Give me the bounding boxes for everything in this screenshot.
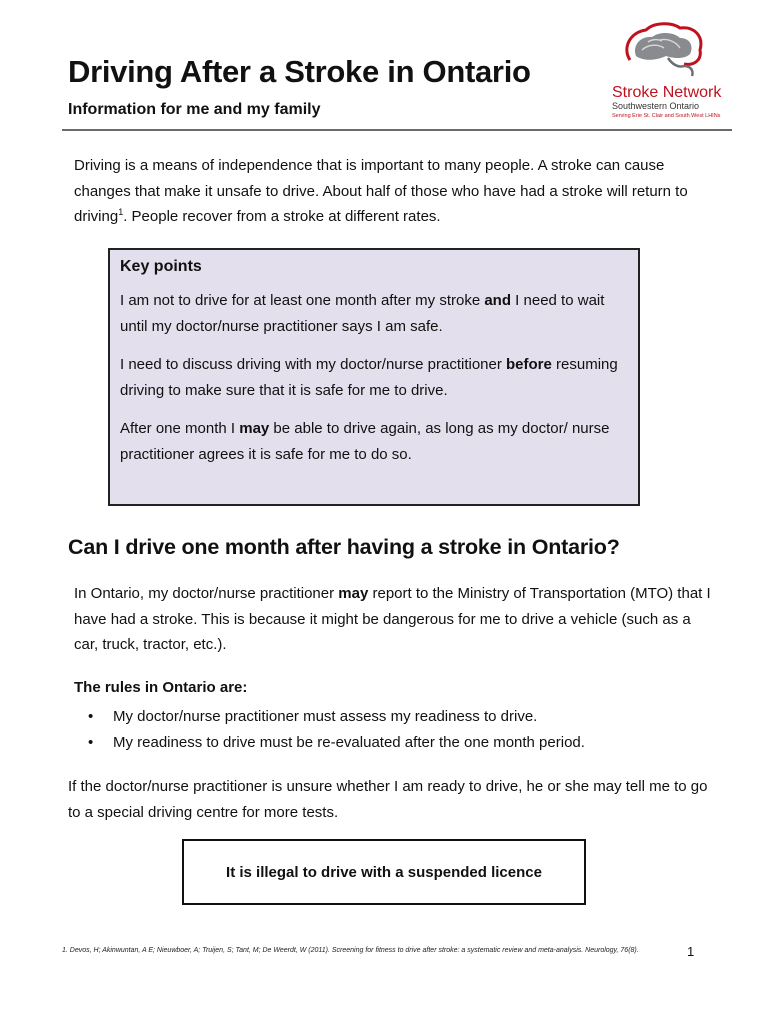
key-point-2-emphasis: before	[506, 356, 552, 373]
key-points-heading: Key points	[120, 258, 202, 275]
key-point-1	[120, 288, 628, 340]
key-point-3-text-end: be able to drive again, as long as my doctor/ nurse practitioner agrees it is safe for me to do so.	[120, 420, 610, 463]
logo-region: Southwestern Ontario	[612, 101, 700, 111]
page-subtitle: Information for me and my family	[68, 101, 321, 118]
list-item	[88, 704, 585, 730]
key-point-3	[120, 416, 628, 468]
brain-icon	[608, 20, 733, 84]
key-point-2-text-end: resuming driving to make sure that it is safe for me to drive.	[120, 356, 618, 399]
key-point-1-emphasis: and	[484, 292, 512, 309]
logo-tagline: Serving Erie St. Clair and South West LHINs	[612, 113, 721, 119]
key-point-1-text-end: I need to wait until my doctor/nurse practitioner says I am safe.	[120, 292, 605, 335]
key-point-2	[120, 352, 628, 404]
intro-text-1: Driving is a means of independence that is important to many people. A stroke can cause changes that make it unsafe to drive. About half of those who have had a stroke will return to driving	[74, 157, 688, 225]
key-point-1-text: I am not to drive for at least one month after my stroke	[120, 292, 485, 309]
mto-text: In Ontario, my doctor/nurse practitioner	[74, 585, 339, 602]
warning-box	[182, 839, 586, 905]
footnote-reference: 1	[118, 207, 124, 217]
intro-text-2: . People recover from a stroke at different rates.	[123, 208, 441, 225]
list-item	[88, 730, 585, 756]
header-divider	[62, 129, 732, 131]
driving-centre-paragraph: If the doctor/nurse practitioner is unsure whether I am ready to drive, he or she may tell me to go to a special driving centre for more tests.	[68, 778, 708, 821]
warning-text: It is illegal to drive with a suspended licence	[226, 863, 542, 881]
rule-text: My readiness to drive must be re-evaluated after the one month period.	[113, 733, 585, 751]
bullet-icon: •	[88, 733, 94, 751]
mto-emphasis: may	[338, 585, 369, 602]
footnote: 1. Devos, H; Akinwuntan, A E; Nieuwboer, A; Truijen, S; Tant, M; De Weerdt, W (2011). Screening for fitness to drive after stroke: a systematic review and meta-analysis. Neurology, 76(8).	[62, 947, 639, 954]
key-points-box	[108, 248, 640, 506]
stroke-network-logo	[608, 20, 733, 125]
mto-paragraph	[74, 581, 714, 658]
logo-name: Stroke Network	[612, 84, 722, 101]
rule-text: My doctor/nurse practitioner must assess my readiness to drive.	[113, 708, 538, 725]
page-title: Driving After a Stroke in Ontario	[68, 54, 531, 89]
bullet-icon: •	[88, 708, 94, 725]
key-point-3-emphasis: may	[239, 420, 270, 437]
key-point-3-text: After one month I	[120, 420, 240, 437]
section-heading: Can I drive one month after having a stroke in Ontario?	[68, 535, 620, 559]
page-number: 1	[687, 944, 695, 959]
rules-list	[88, 704, 585, 755]
mto-text-end: report to the Ministry of Transportation (MTO) that I have had a stroke. This is because it might be dangerous for me to drive a vehicle (such as a car, truck, tractor, etc.).	[74, 585, 711, 653]
rules-heading: The rules in Ontario are:	[74, 679, 248, 696]
key-point-2-text: I need to discuss driving with my doctor/nurse practitioner	[120, 356, 507, 373]
intro-paragraph	[74, 153, 714, 230]
